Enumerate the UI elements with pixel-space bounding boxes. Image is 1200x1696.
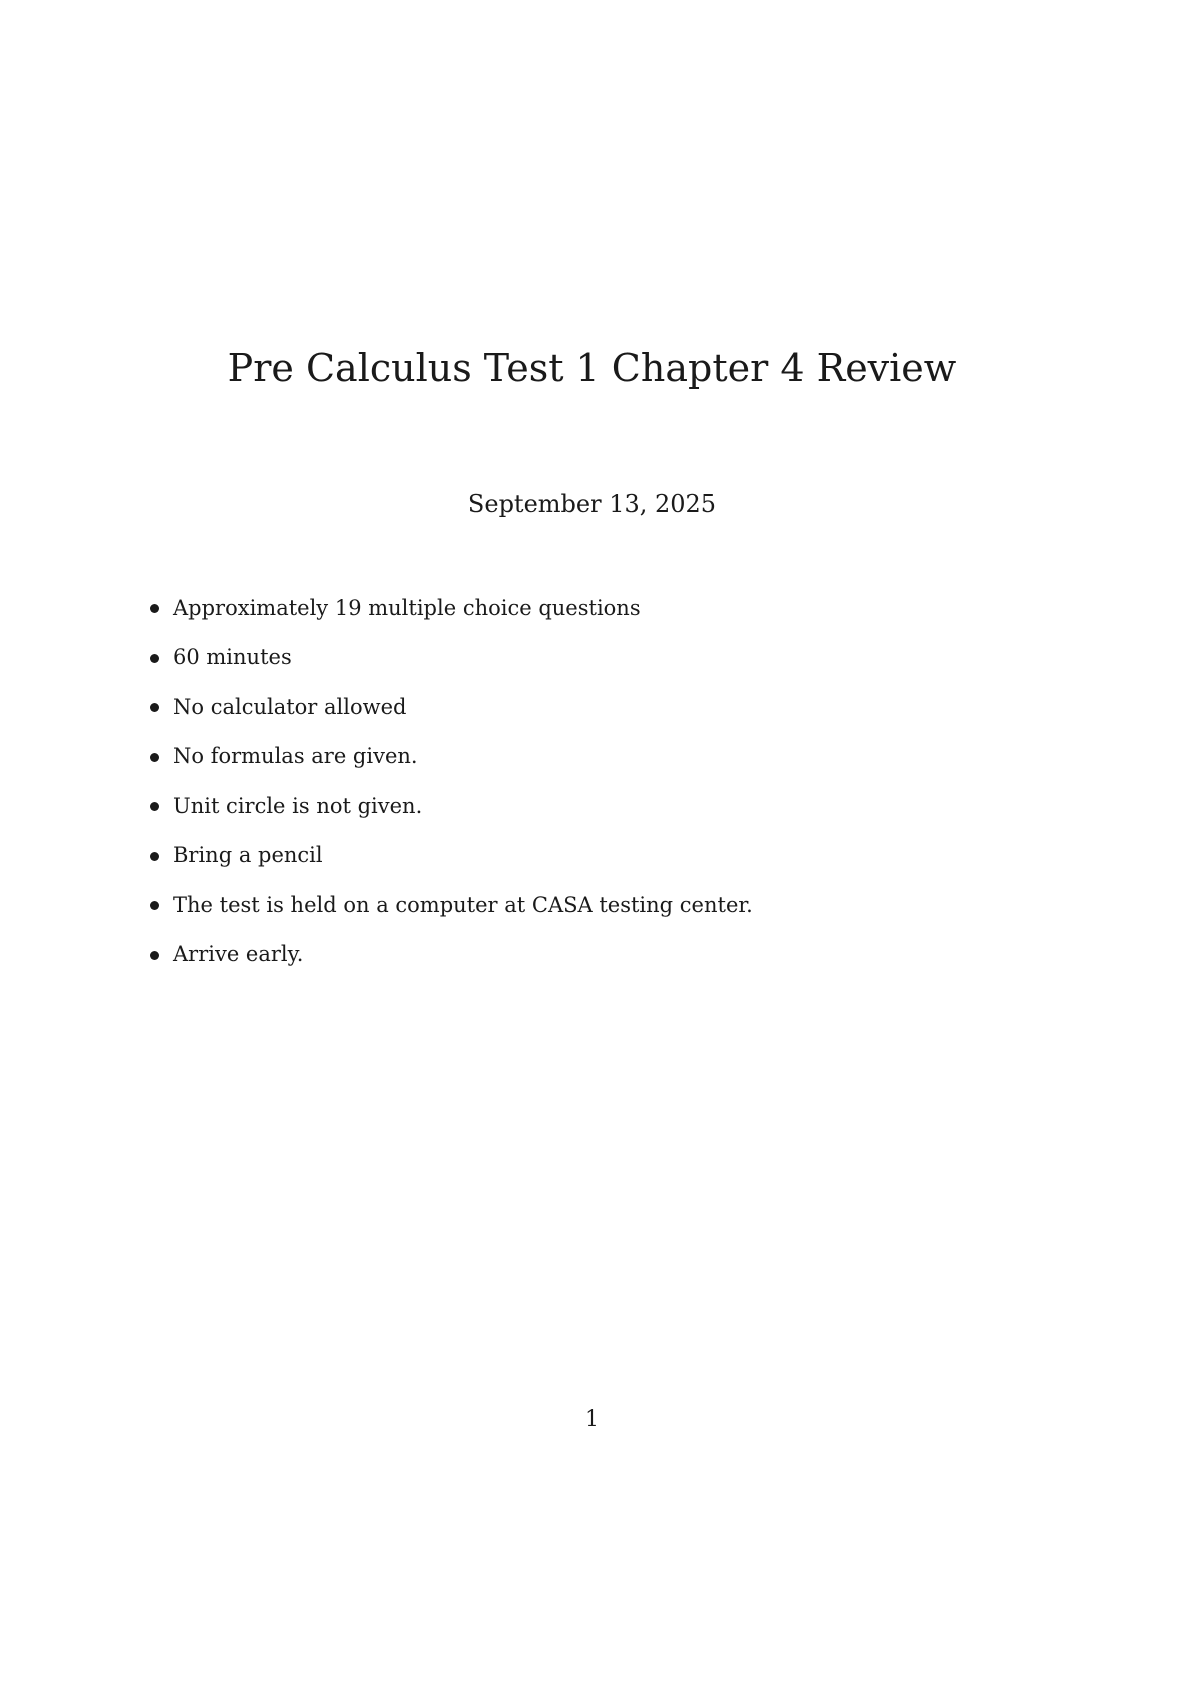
list-item-text: No formulas are given.	[173, 744, 418, 769]
bullet-icon	[150, 703, 159, 712]
list-item	[150, 682, 753, 732]
list-item	[150, 583, 753, 633]
document-date: September 13, 2025	[467, 490, 717, 518]
bullet-list	[150, 583, 753, 979]
bullet-icon	[150, 901, 159, 910]
page-number: 1	[585, 1407, 599, 1432]
list-item	[150, 732, 753, 782]
bullet-icon	[150, 852, 159, 861]
list-item-text: Bring a pencil	[173, 843, 323, 868]
bullet-icon	[150, 654, 159, 663]
document-title: Pre Calculus Test 1 Chapter 4 Review	[227, 346, 957, 390]
bullet-icon	[150, 802, 159, 811]
list-item-text: Approximately 19 multiple choice questions	[173, 595, 641, 620]
list-item-text: 60 minutes	[173, 645, 292, 670]
list-item-text: Arrive early.	[173, 942, 304, 967]
list-item	[150, 633, 753, 683]
bullet-icon	[150, 604, 159, 613]
list-item	[150, 880, 753, 930]
list-item	[150, 930, 753, 980]
bullet-icon	[150, 951, 159, 960]
list-item	[150, 831, 753, 881]
list-item-text: Unit circle is not given.	[173, 793, 423, 818]
list-item	[150, 781, 753, 831]
list-item-text: No calculator allowed	[173, 694, 407, 719]
list-item-text: The test is held on a computer at CASA testing center.	[173, 892, 753, 917]
bullet-icon	[150, 753, 159, 762]
